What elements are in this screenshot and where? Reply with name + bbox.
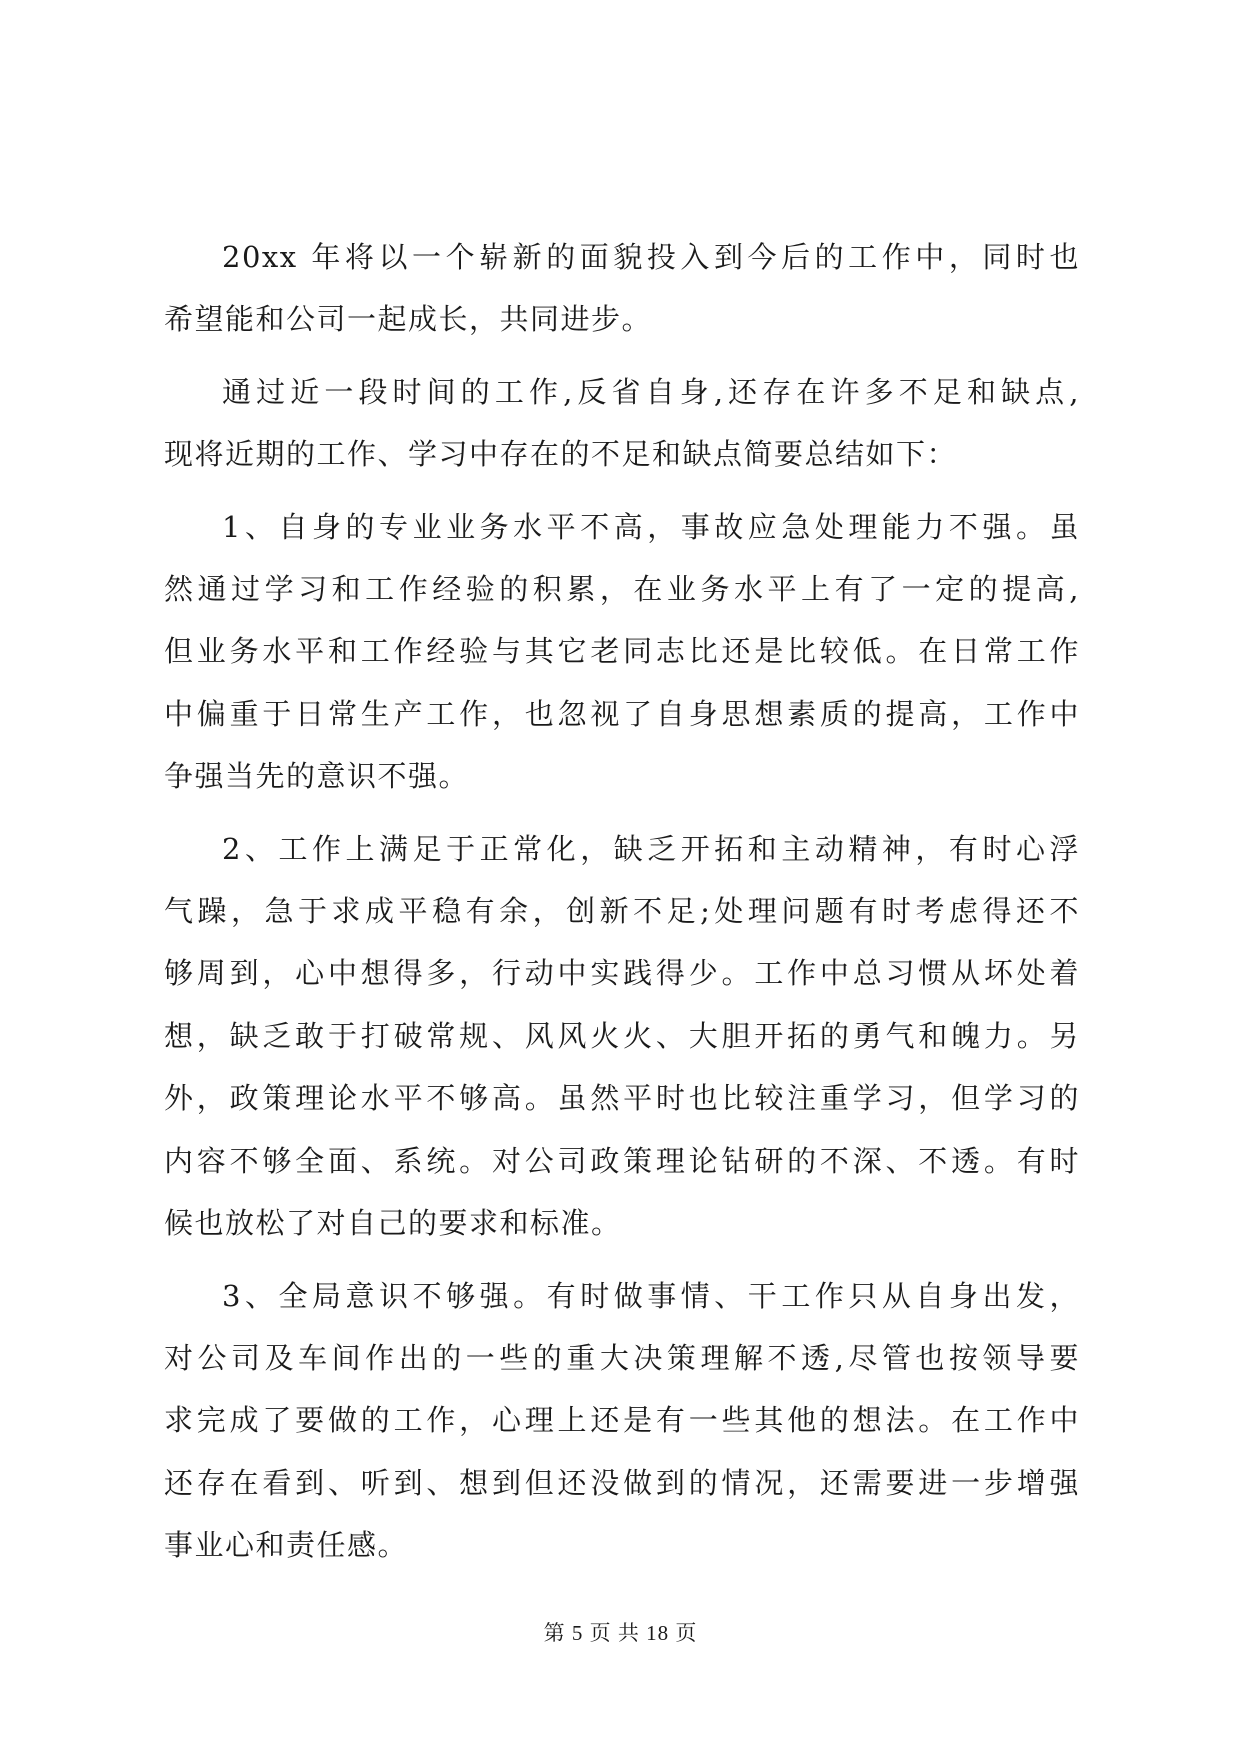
- paragraph-line: 争强当先的意识不强。: [164, 759, 470, 794]
- paragraph-line: 够周到，心中想得多，行动中实践得少。工作中总习惯从坏处着: [164, 956, 1080, 991]
- paragraph-line: 外，政策理论水平不够高。虽然平时也比较注重学习，但学习的: [164, 1081, 1080, 1116]
- paragraph-line: 还存在看到、听到、想到但还没做到的情况，还需要进一步增强: [164, 1465, 1080, 1500]
- paragraph-line: 通过近一段时间的工作,反省自身,还存在许多不足和缺点,: [222, 374, 1080, 409]
- paragraph: [164, 1265, 1080, 1577]
- body-text: [164, 226, 1080, 1587]
- paragraph: [164, 496, 1080, 808]
- paragraph-line: 1、自身的专业业务水平不高，事故应急处理能力不强。虽: [222, 509, 1080, 544]
- paragraph-line: 希望能和公司一起成长，共同进步。: [164, 302, 653, 337]
- paragraph: [164, 226, 1080, 351]
- paragraph-line: 20xx 年将以一个崭新的面貌投入到今后的工作中，同时也: [222, 240, 1080, 274]
- paragraph-line: 内容不够全面、系统。对公司政策理论钻研的不深、不透。有时: [164, 1143, 1080, 1178]
- paragraph-line: 3、全局意识不够强。有时做事情、干工作只从自身出发，: [222, 1278, 1080, 1313]
- paragraph-line: 现将近期的工作、学习中存在的不足和缺点简要总结如下：: [164, 437, 958, 472]
- paragraph-line: 事业心和责任感。: [164, 1528, 409, 1563]
- paragraph-line: 对公司及车间作出的一些的重大决策理解不透,尽管也按领导要: [164, 1340, 1080, 1375]
- paragraph: [164, 361, 1080, 486]
- paragraph-line: 候也放松了对自己的要求和标准。: [164, 1206, 622, 1241]
- paragraph-line: 然通过学习和工作经验的积累，在业务水平上有了一定的提高,: [164, 572, 1080, 607]
- page-footer: 第 5 页 共 18 页: [543, 1621, 698, 1645]
- paragraph-line: 气躁，急于求成平稳有余，创新不足;处理问题有时考虑得还不: [164, 894, 1080, 929]
- paragraph-line: 但业务水平和工作经验与其它老同志比还是比较低。在日常工作: [164, 634, 1080, 669]
- paragraph-line: 求完成了要做的工作，心理上还是有一些其他的想法。在工作中: [164, 1403, 1080, 1438]
- paragraph: [164, 818, 1080, 1255]
- paragraph-line: 中偏重于日常生产工作，也忽视了自身思想素质的提高，工作中: [164, 696, 1080, 731]
- paragraph-line: 想，缺乏敢于打破常规、风风火火、大胆开拓的勇气和魄力。另: [164, 1018, 1080, 1053]
- paragraph-line: 2、工作上满足于正常化，缺乏开拓和主动精神，有时心浮: [222, 831, 1080, 866]
